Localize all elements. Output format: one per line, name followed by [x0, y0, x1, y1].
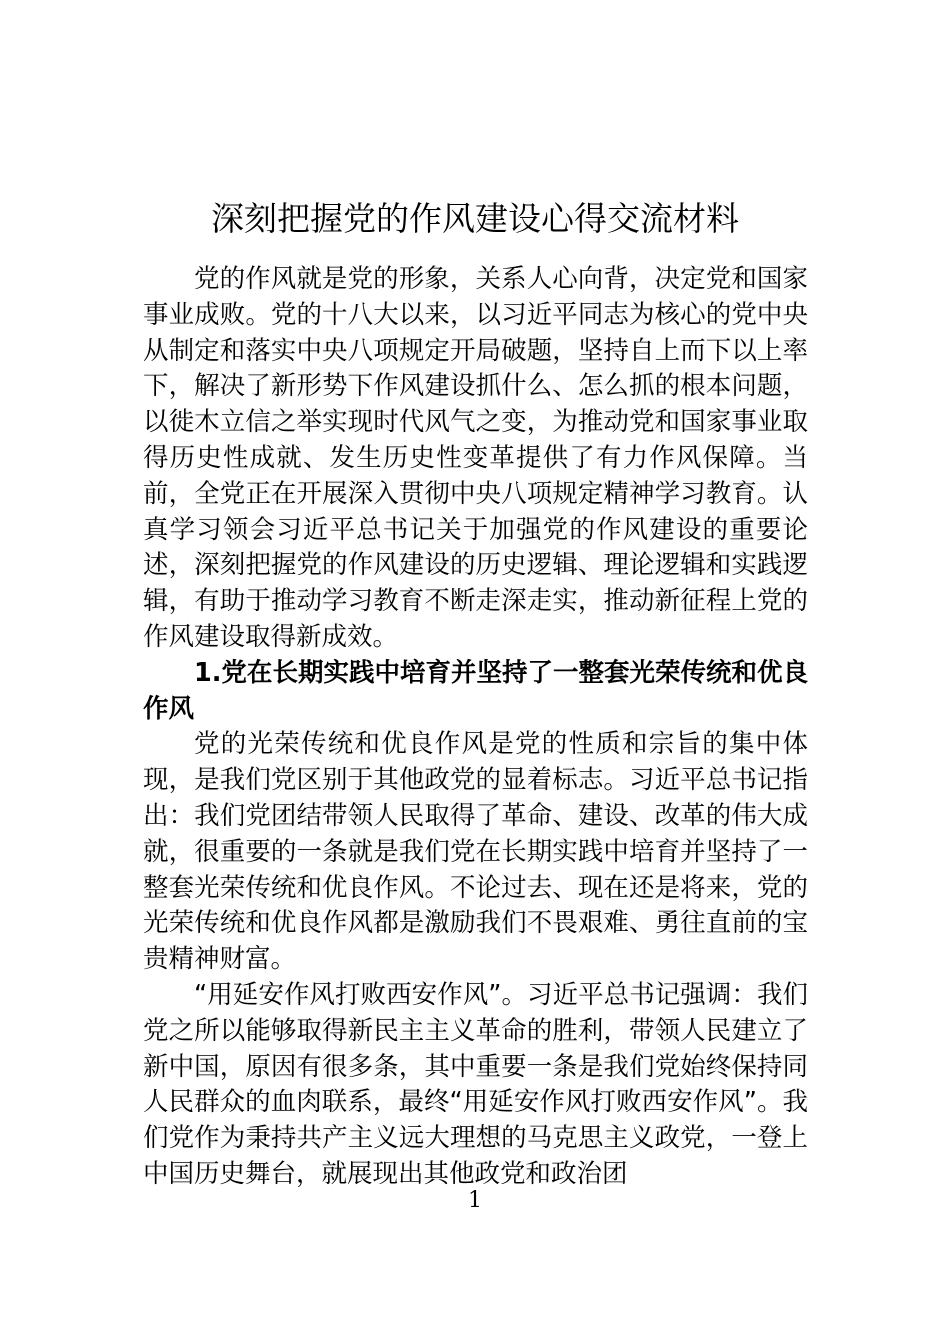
section-paragraph: 党的光荣传统和优良作风是党的性质和宗旨的集中体现，是我们党区别于其他政党的显着标志。习近平总书记指出：我们党团结带领人民取得了革命、建设、改革的伟大成就，很重要的一条就是我们党在长期实践中培育并坚持了一整套光荣传统和优良作风。不论过去、现在还是将来，党的光荣传统和优良作风都是激励我们不畏艰难、勇往直前的宝贵精神财富。: [143, 729, 808, 975]
document-body: [143, 262, 808, 1193]
section-paragraph: “用延安作风打败西安作风”。习近平总书记强调：我们党之所以能够取得新民主主义革命的胜利，带领人民建立了新中国，原因有很多条，其中重要一条是我们党始终保持同人民群众的血肉联系，最终“用延安作风打败西安作风”。我们党作为秉持共产主义远大理想的马克思主义政党，一登上中国历史舞台，就展现出其他政党和政治团: [143, 979, 808, 1189]
page-number: 1: [468, 1188, 482, 1213]
section-heading: 1.党在长期实践中培育并坚持了一整套光荣传统和优良作风: [143, 657, 808, 724]
intro-paragraph: 党的作风就是党的形象，关系人心向背，决定党和国家事业成败。党的十八大以来，以习近平同志为核心的党中央从制定和落实中央八项规定开局破题，坚持自上而下以上率下，解决了新形势下作风建设抓什么、怎么抓的根本问题，以徙木立信之举实现时代风气之变，为推动党和国家事业取得历史性成就、发生历史性变革提供了有力作风保障。当前，全党正在开展深入贯彻中央八项规定精神学习教育。认真学习领会习近平总书记关于加强党的作风建设的重要论述，深刻把握党的作风建设的历史逻辑、理论逻辑和实践逻辑，有助于推动学习教育不断走深走实，推动新征程上党的作风建设取得新成效。: [143, 264, 808, 652]
document-title: 深刻把握党的作风建设心得交流材料: [211, 199, 739, 239]
